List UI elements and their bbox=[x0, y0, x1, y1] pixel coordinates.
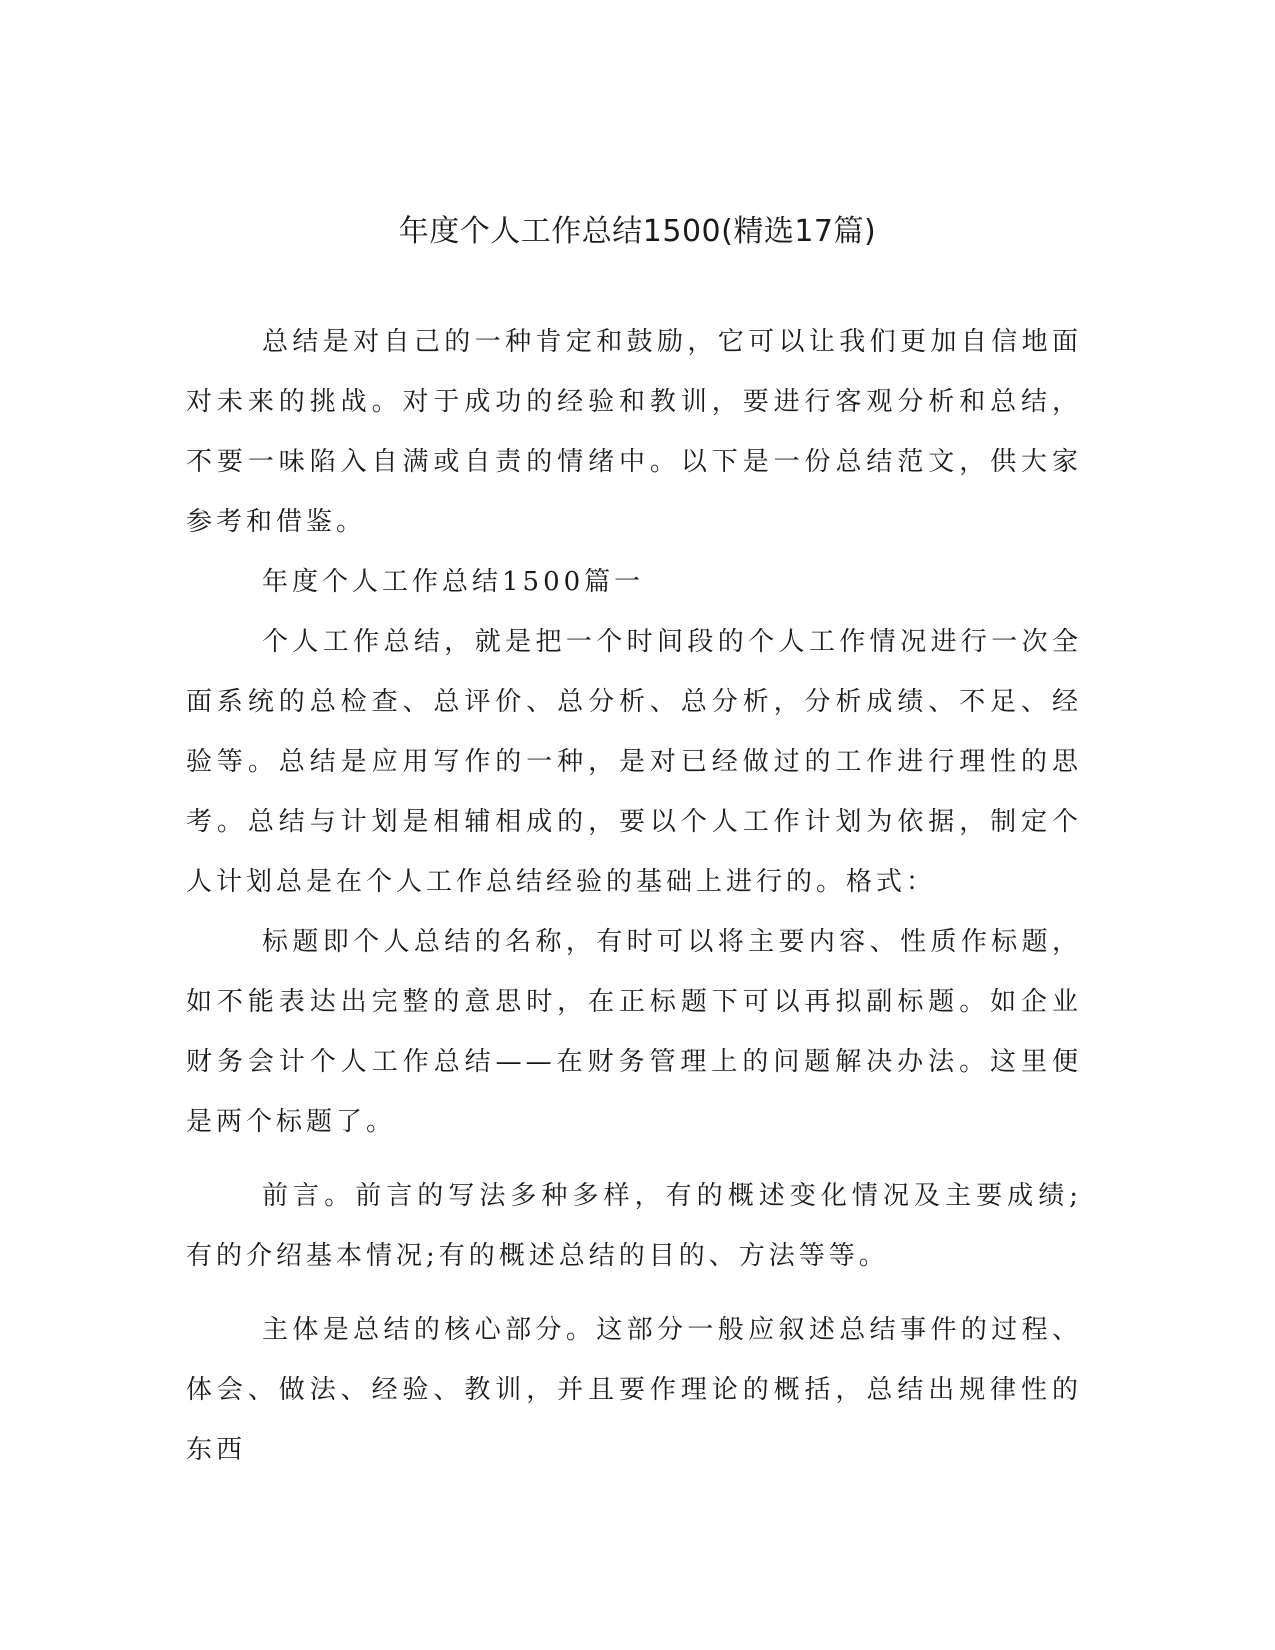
body-paragraph: 前言。前言的写法多种多样，有的概述变化情况及主要成绩;有的介绍基本情况;有的概述总结的目的、方法等等。 bbox=[186, 1181, 1082, 1271]
body-paragraph: 主体是总结的核心部分。这部分一般应叙述总结事件的过程、体会、做法、经验、教训，并且要作理论的概括，总结出规律性的东西 bbox=[186, 1315, 1082, 1465]
document-title: 年度个人工作总结1500(精选17篇) bbox=[398, 214, 877, 249]
body-paragraph: 个人工作总结，就是把一个时间段的个人工作情况进行一次全面系统的总检查、总评价、总分析、总分析，分析成绩、不足、经验等。总结是应用写作的一种，是对已经做过的工作进行理性的思考。总结与计划是相辅相成的，要以个人工作计划为依据，制定个人计划总是在个人工作总结经验的基础上进行的。格式： bbox=[186, 627, 1082, 897]
intro-paragraph: 总结是对自己的一种肯定和鼓励，它可以让我们更加自信地面对未来的挑战。对于成功的经验和教训，要进行客观分析和总结，不要一味陷入自满或自责的情绪中。以下是一份总结范文，供大家参考和借鉴。 bbox=[186, 327, 1082, 537]
section-heading: 年度个人工作总结1500篇一 bbox=[262, 567, 645, 597]
body-paragraph: 标题即个人总结的名称，有时可以将主要内容、性质作标题，如不能表达出完整的意思时，在正标题下可以再拟副标题。如企业财务会计个人工作总结——在财务管理上的问题解决办法。这里便是两个标题了。 bbox=[186, 927, 1082, 1137]
document-body bbox=[186, 312, 1082, 1480]
